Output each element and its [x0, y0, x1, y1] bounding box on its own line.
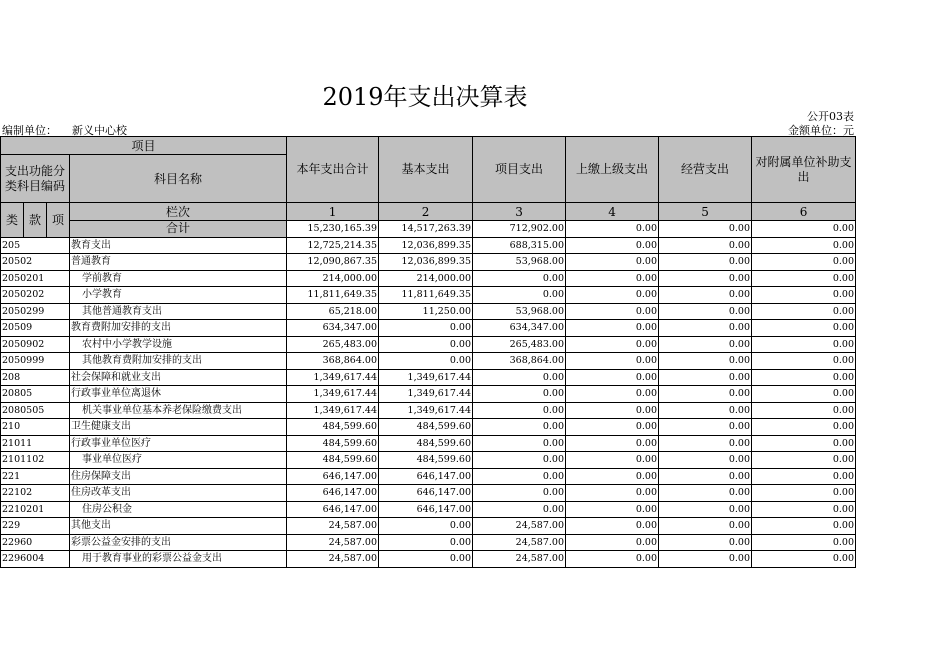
- row-value: 1,349,617.44: [379, 369, 473, 386]
- header-xiang: 项: [47, 203, 70, 238]
- row-code: 22102: [1, 485, 70, 502]
- row-code: 2050902: [1, 336, 70, 353]
- row-value: 0.00: [659, 336, 752, 353]
- row-value: 24,587.00: [473, 551, 566, 568]
- total-cell: 712,902.00: [473, 221, 566, 238]
- table-row: [1, 402, 856, 419]
- row-subject-name: 事业单位医疗: [70, 452, 287, 469]
- row-subject-name: 彩票公益金安排的支出: [70, 534, 287, 551]
- row-subject-name: 社会保障和就业支出: [70, 369, 287, 386]
- row-value: 0.00: [566, 419, 659, 436]
- row-value: 0.00: [752, 518, 856, 535]
- row-value: 0.00: [379, 336, 473, 353]
- header-subject-name: 科目名称: [70, 155, 287, 203]
- page-title: 2019年支出决算表: [322, 83, 528, 111]
- total-cell: 0.00: [566, 221, 659, 238]
- table-row: [1, 452, 856, 469]
- row-value: 0.00: [473, 419, 566, 436]
- currency-label: 金额单位：元: [788, 124, 854, 137]
- row-value: 0.00: [659, 353, 752, 370]
- row-value: 0.00: [752, 287, 856, 304]
- row-value: 1,349,617.44: [379, 386, 473, 403]
- row-value: 0.00: [752, 386, 856, 403]
- table-row: [1, 336, 856, 353]
- row-value: 368,864.00: [473, 353, 566, 370]
- table-row: [1, 435, 856, 452]
- table-row: [1, 353, 856, 370]
- total-cell: 0.00: [752, 221, 856, 238]
- total-cell: 15,230,165.39: [287, 221, 379, 238]
- row-value: 0.00: [566, 518, 659, 535]
- row-subject-name: 教育支出: [70, 237, 287, 254]
- row-code: 210: [1, 419, 70, 436]
- row-value: 11,811,649.35: [287, 287, 379, 304]
- row-value: 65,218.00: [287, 303, 379, 320]
- row-value: 0.00: [752, 452, 856, 469]
- expenditure-table: [0, 136, 856, 568]
- row-value: 0.00: [752, 369, 856, 386]
- row-value: 484,599.60: [379, 435, 473, 452]
- header-col-4: 上缴上级支出: [566, 137, 659, 203]
- row-subject-name: 卫生健康支出: [70, 419, 287, 436]
- row-value: 0.00: [659, 452, 752, 469]
- row-code: 229: [1, 518, 70, 535]
- row-value: 0.00: [752, 237, 856, 254]
- row-value: 484,599.60: [287, 435, 379, 452]
- row-value: 0.00: [752, 485, 856, 502]
- row-value: 0.00: [566, 320, 659, 337]
- table-row: [1, 237, 856, 254]
- row-value: 0.00: [752, 419, 856, 436]
- row-value: 0.00: [659, 287, 752, 304]
- unit-label: 编制单位：: [2, 124, 57, 137]
- row-value: 265,483.00: [287, 336, 379, 353]
- row-value: 1,349,617.44: [287, 386, 379, 403]
- row-code: 2050299: [1, 303, 70, 320]
- table-row: [1, 386, 856, 403]
- row-value: 0.00: [473, 501, 566, 518]
- column-number-1: 1: [287, 203, 379, 221]
- row-value: 0.00: [473, 270, 566, 287]
- row-value: 1,349,617.44: [379, 402, 473, 419]
- unit-name: 新义中心校: [72, 124, 127, 137]
- row-value: 265,483.00: [473, 336, 566, 353]
- row-value: 0.00: [473, 287, 566, 304]
- row-value: 0.00: [659, 485, 752, 502]
- row-value: 646,147.00: [287, 468, 379, 485]
- row-value: 0.00: [379, 518, 473, 535]
- row-subject-name: 行政事业单位医疗: [70, 435, 287, 452]
- row-value: 484,599.60: [287, 419, 379, 436]
- row-code: 20805: [1, 386, 70, 403]
- row-value: 0.00: [379, 353, 473, 370]
- header-col-3: 项目支出: [473, 137, 566, 203]
- header-code-group: 支出功能分类科目编码: [1, 155, 70, 203]
- row-value: 0.00: [473, 468, 566, 485]
- row-value: 0.00: [566, 336, 659, 353]
- row-code: 22960: [1, 534, 70, 551]
- row-value: 646,147.00: [287, 485, 379, 502]
- table-row: [1, 369, 856, 386]
- table-row: [1, 468, 856, 485]
- header-col-6: 对附属单位补助支出: [752, 137, 856, 203]
- table-row: [1, 270, 856, 287]
- row-value: 0.00: [752, 534, 856, 551]
- row-value: 0.00: [473, 435, 566, 452]
- row-code: 2050202: [1, 287, 70, 304]
- row-subject-name: 住房保障支出: [70, 468, 287, 485]
- row-value: 0.00: [752, 254, 856, 271]
- row-value: 646,147.00: [287, 501, 379, 518]
- column-number-4: 4: [566, 203, 659, 221]
- row-value: 1,349,617.44: [287, 402, 379, 419]
- table-row: [1, 254, 856, 271]
- row-value: 24,587.00: [287, 551, 379, 568]
- column-number-6: 6: [752, 203, 856, 221]
- row-value: 214,000.00: [287, 270, 379, 287]
- row-value: 12,036,899.35: [379, 237, 473, 254]
- row-value: 634,347.00: [287, 320, 379, 337]
- row-value: 0.00: [659, 518, 752, 535]
- row-value: 0.00: [659, 303, 752, 320]
- row-code: 20502: [1, 254, 70, 271]
- row-value: 0.00: [659, 501, 752, 518]
- row-value: 646,147.00: [379, 485, 473, 502]
- row-value: 484,599.60: [379, 452, 473, 469]
- row-subject-name: 住房公积金: [70, 501, 287, 518]
- row-value: 0.00: [566, 534, 659, 551]
- table-row: [1, 485, 856, 502]
- row-value: 0.00: [752, 551, 856, 568]
- row-value: 53,968.00: [473, 303, 566, 320]
- row-value: 0.00: [659, 369, 752, 386]
- table-row: [1, 501, 856, 518]
- row-value: 12,036,899.35: [379, 254, 473, 271]
- row-value: 0.00: [752, 270, 856, 287]
- row-value: 0.00: [566, 369, 659, 386]
- row-code: 205: [1, 237, 70, 254]
- row-value: 0.00: [473, 402, 566, 419]
- row-value: 484,599.60: [379, 419, 473, 436]
- column-number-2: 2: [379, 203, 473, 221]
- row-subject-name: 教育费附加安排的支出: [70, 320, 287, 337]
- row-value: 0.00: [566, 501, 659, 518]
- row-code: 208: [1, 369, 70, 386]
- row-value: 0.00: [659, 254, 752, 271]
- row-value: 0.00: [659, 419, 752, 436]
- table-row: [1, 419, 856, 436]
- row-value: 53,968.00: [473, 254, 566, 271]
- row-value: 0.00: [659, 386, 752, 403]
- row-value: 11,250.00: [379, 303, 473, 320]
- header-col-1: 本年支出合计: [287, 137, 379, 203]
- row-code: 2101102: [1, 452, 70, 469]
- row-value: 0.00: [379, 551, 473, 568]
- row-value: 12,090,867.35: [287, 254, 379, 271]
- row-value: 0.00: [379, 534, 473, 551]
- row-value: 11,811,649.35: [379, 287, 473, 304]
- row-subject-name: 用于教育事业的彩票公益金支出: [70, 551, 287, 568]
- row-subject-name: 学前教育: [70, 270, 287, 287]
- row-value: 0.00: [752, 320, 856, 337]
- row-value: 24,587.00: [473, 518, 566, 535]
- row-value: 0.00: [659, 534, 752, 551]
- header-xiangmu: 项目: [1, 137, 287, 155]
- row-value: 0.00: [752, 402, 856, 419]
- column-number-3: 3: [473, 203, 566, 221]
- row-subject-name: 机关事业单位基本养老保险缴费支出: [70, 402, 287, 419]
- table-id: 公开03表: [807, 110, 854, 123]
- header-heji: 合计: [70, 221, 287, 238]
- row-value: 0.00: [566, 485, 659, 502]
- row-value: 0.00: [566, 402, 659, 419]
- row-value: 0.00: [566, 287, 659, 304]
- row-value: 634,347.00: [473, 320, 566, 337]
- row-subject-name: 其他支出: [70, 518, 287, 535]
- row-value: 0.00: [752, 435, 856, 452]
- row-value: 0.00: [566, 254, 659, 271]
- header-lei: 类: [1, 203, 24, 238]
- row-subject-name: 住房改革支出: [70, 485, 287, 502]
- row-subject-name: 小学教育: [70, 287, 287, 304]
- table-row: [1, 287, 856, 304]
- header-col-2: 基本支出: [379, 137, 473, 203]
- row-value: 1,349,617.44: [287, 369, 379, 386]
- row-code: 2210201: [1, 501, 70, 518]
- row-value: 0.00: [659, 435, 752, 452]
- row-value: 0.00: [659, 237, 752, 254]
- table-row: [1, 534, 856, 551]
- total-cell: 0.00: [659, 221, 752, 238]
- table-row: [1, 551, 856, 568]
- row-value: 0.00: [566, 270, 659, 287]
- row-subject-name: 农村中小学教学设施: [70, 336, 287, 353]
- row-value: 0.00: [659, 402, 752, 419]
- row-value: 688,315.00: [473, 237, 566, 254]
- row-value: 12,725,214.35: [287, 237, 379, 254]
- row-code: 20509: [1, 320, 70, 337]
- row-value: 0.00: [752, 353, 856, 370]
- row-code: 21011: [1, 435, 70, 452]
- row-value: 0.00: [752, 501, 856, 518]
- row-value: 0.00: [659, 468, 752, 485]
- row-subject-name: 其他教育费附加安排的支出: [70, 353, 287, 370]
- row-value: 214,000.00: [379, 270, 473, 287]
- row-value: 0.00: [659, 270, 752, 287]
- row-code: 2050999: [1, 353, 70, 370]
- row-value: 0.00: [566, 551, 659, 568]
- column-number-5: 5: [659, 203, 752, 221]
- row-value: 0.00: [659, 551, 752, 568]
- row-value: 0.00: [566, 237, 659, 254]
- header-kuan: 款: [24, 203, 47, 238]
- table-row: [1, 303, 856, 320]
- row-value: 0.00: [566, 452, 659, 469]
- row-value: 24,587.00: [473, 534, 566, 551]
- table-row: [1, 518, 856, 535]
- row-value: 0.00: [473, 369, 566, 386]
- header-col-5: 经营支出: [659, 137, 752, 203]
- row-value: 0.00: [566, 468, 659, 485]
- row-value: 0.00: [566, 435, 659, 452]
- row-value: 0.00: [752, 468, 856, 485]
- row-value: 0.00: [752, 336, 856, 353]
- row-subject-name: 普通教育: [70, 254, 287, 271]
- row-subject-name: 行政事业单位离退休: [70, 386, 287, 403]
- row-value: 484,599.60: [287, 452, 379, 469]
- row-value: 368,864.00: [287, 353, 379, 370]
- row-value: 646,147.00: [379, 501, 473, 518]
- row-code: 2050201: [1, 270, 70, 287]
- row-value: 0.00: [566, 353, 659, 370]
- row-code: 2080505: [1, 402, 70, 419]
- row-code: 2296004: [1, 551, 70, 568]
- row-code: 221: [1, 468, 70, 485]
- row-value: 0.00: [752, 303, 856, 320]
- row-value: 0.00: [566, 303, 659, 320]
- row-value: 0.00: [473, 386, 566, 403]
- row-value: 0.00: [473, 485, 566, 502]
- row-value: 0.00: [473, 452, 566, 469]
- row-value: 24,587.00: [287, 518, 379, 535]
- row-value: 646,147.00: [379, 468, 473, 485]
- row-value: 0.00: [659, 320, 752, 337]
- row-subject-name: 其他普通教育支出: [70, 303, 287, 320]
- table-row: [1, 320, 856, 337]
- row-value: 24,587.00: [287, 534, 379, 551]
- table-body: [1, 237, 856, 567]
- row-value: 0.00: [379, 320, 473, 337]
- header-lanci: 栏次: [70, 203, 287, 221]
- row-value: 0.00: [566, 386, 659, 403]
- total-cell: 14,517,263.39: [379, 221, 473, 238]
